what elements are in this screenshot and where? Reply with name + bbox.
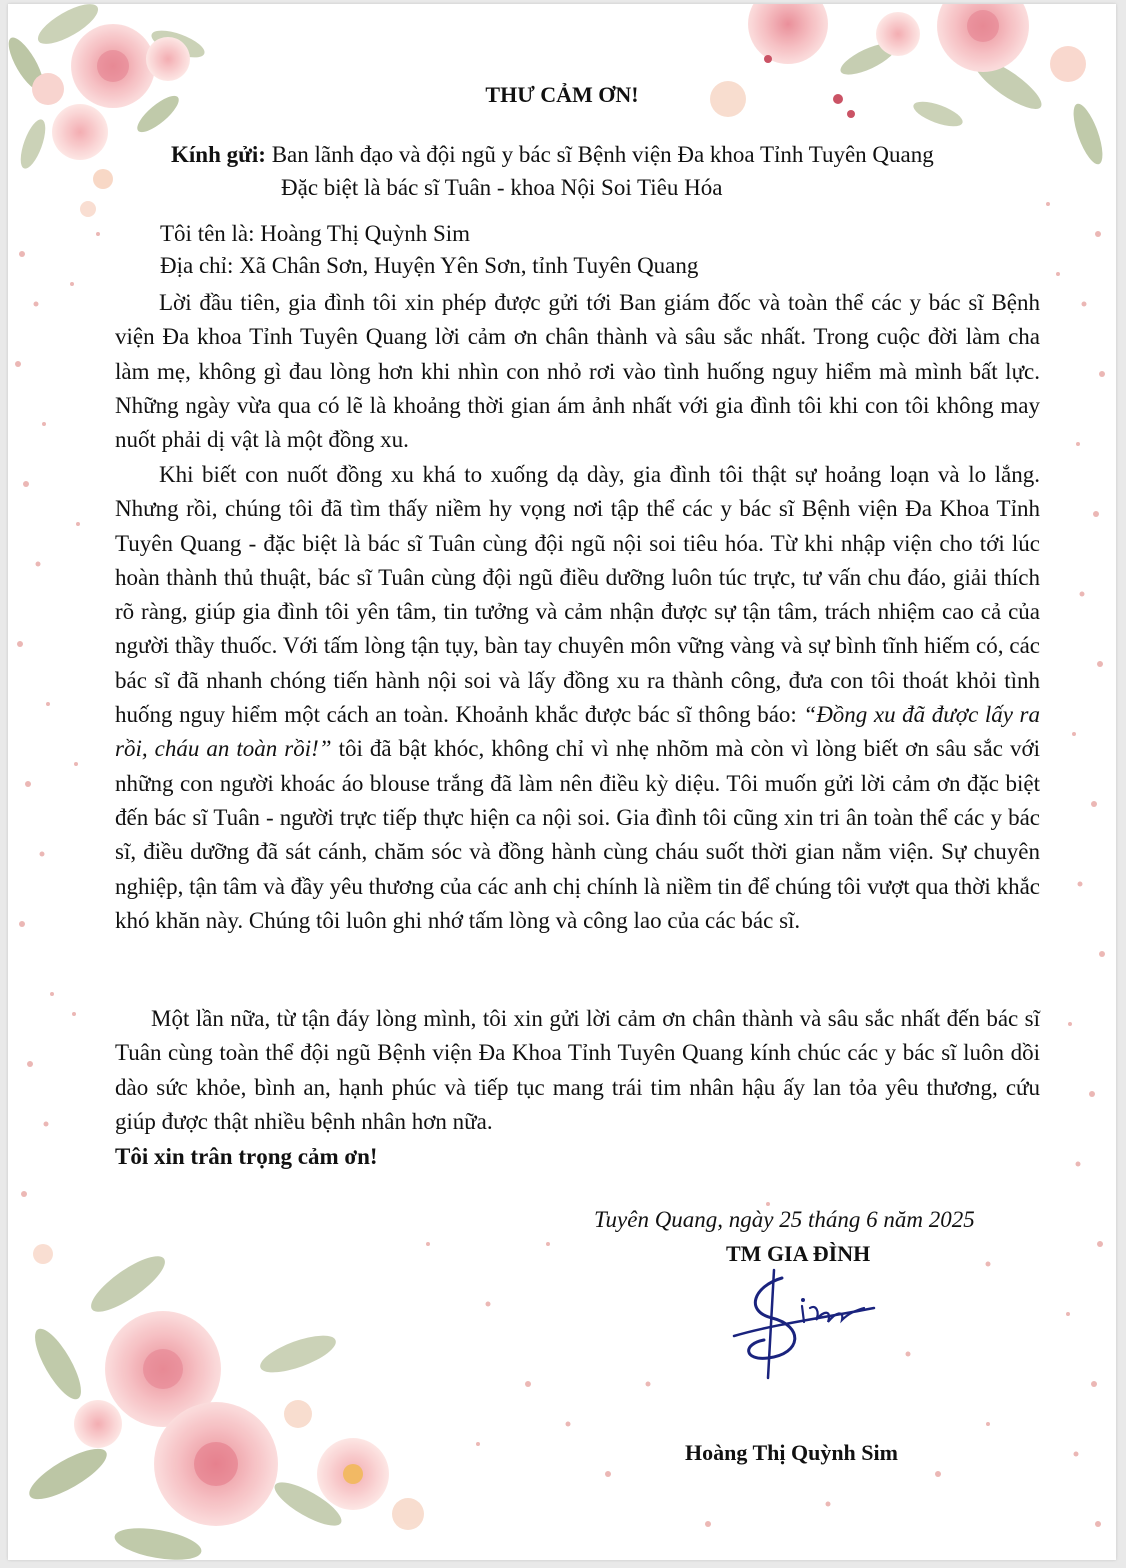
paragraph-2 <box>115 458 1040 938</box>
place-date: Tuyên Quang, ngày 25 tháng 6 năm 2025 <box>594 1207 975 1232</box>
sender-name: Tôi tên là: Hoàng Thị Quỳnh Sim <box>160 221 471 246</box>
signer-name: Hoàng Thị Quỳnh Sim <box>685 1440 898 1465</box>
recipient-label: Kính gửi: <box>171 142 266 167</box>
doctor-quote: “Đồng xu đã được lấy ra rồi, cháu an toàn rồi!” <box>115 702 1040 762</box>
recipient-line <box>171 138 934 172</box>
paragraph-1: Lời đầu tiên, gia đình tôi xin phép được gửi tới Ban giám đốc và toàn thể các y bác sĩ Bệnh viện Đa khoa Tỉnh Tuyên Quang lời cảm ơn chân thành và sâu sắc nhất. Trong cuộc đời làm cha làm mẹ, không gì đau lòng hơn khi nhìn con nhỏ rơi vào tình huống nguy hiểm mà mình bất lực. Những ngày vừa qua có lẽ là khoảng thời gian ám ảnh nhất với gia đình tôi khi con tôi không may nuốt phải dị vật là một đồng xu. <box>115 290 1040 453</box>
recipient-line-2: Đặc biệt là bác sĩ Tuân - khoa Nội Soi Tiêu Hóa <box>281 175 723 200</box>
closing-line: Tôi xin trân trọng cảm ơn! <box>115 1144 378 1169</box>
letter-title: THƯ CẢM ƠN! <box>485 82 639 107</box>
letter-page <box>8 4 1116 1560</box>
flower-cluster-bottom-left <box>23 1244 424 1560</box>
signature-title: TM GIA ĐÌNH <box>726 1241 871 1266</box>
recipient-text: Ban lãnh đạo và đội ngũ y bác sĩ Bệnh viện Đa khoa Tỉnh Tuyên Quang <box>271 142 934 167</box>
paragraph-2-part-2: tôi đã bật khóc, không chỉ vì nhẹ nhõm mà còn vì lòng biết ơn sâu sắc với những con người khoác áo blouse trắng đã làm nên điều kỳ diệu. Tôi muốn gửi lời cảm ơn đặc biệt đến bác sĩ Tuân - người trực tiếp thực hiện ca nội soi. Gia đình tôi cũng xin tri ân toàn thể các y bác sĩ, điều dưỡng đã sát cánh, chăm sóc và đồng hành cùng cháu suốt thời gian nằm viện. Sự chuyên nghiệp, tận tâm và đầy yêu thương của các anh chị chính là niềm tin để chúng tôi vượt qua thời khắc khó khăn này. Chúng tôi luôn ghi nhớ tấm lòng và công lao của các bác sĩ. <box>115 736 1041 933</box>
paragraph-3: Một lần nữa, từ tận đáy lòng mình, tôi xin gửi lời cảm ơn chân thành và sâu sắc nhất đến bác sĩ Tuân cùng toàn thể đội ngũ Bệnh viện Đa Khoa Tỉnh Tuyên Quang kính chúc các y bác sĩ luôn dồi dào sức khỏe, bình an, hạnh phúc và tiếp tục mang trái tim nhân hậu ấy lan tỏa yêu thương, cứu giúp được thật nhiều bệnh nhân hơn nữa. <box>115 1006 1040 1134</box>
paragraph-2-part-1: Khi biết con nuốt đồng xu khá to xuống dạ dày, gia đình tôi thật sự hoảng loạn và lo lắng. Nhưng rồi, chúng tôi đã tìm thấy niềm hy vọng nơi tập thể các y bác sĩ Bệnh viện Đa Khoa Tỉnh Tuyên Quang - đặc biệt là bác sĩ Tuân cùng đội ngũ nội soi tiêu hóa. Từ khi nhập viện cho tới lúc hoàn thành thủ thuật, bác sĩ Tuân cùng đội ngũ điều dưỡng luôn túc trực, tư vấn chu đáo, giải thích rõ ràng, giúp gia đình tôi yên tâm, tin tưởng và cảm nhận được sự tận tâm, trách nhiệm cao cả của người thầy thuốc. Với tấm lòng tận tụy, bàn tay chuyên môn vững vàng và sự bình tĩnh hiếm có, các bác sĩ đã nhanh chóng tiến hành nội soi và lấy đồng xu ra thành công, đưa con tôi thoát khỏi tình huống nguy hiểm một cách an toàn. Khoảnh khắc được bác sĩ thông báo: <box>115 462 1040 728</box>
handwritten-signature <box>724 1266 884 1386</box>
sender-address: Địa chỉ: Xã Chân Sơn, Huyện Yên Sơn, tỉnh Tuyên Quang <box>160 253 699 278</box>
